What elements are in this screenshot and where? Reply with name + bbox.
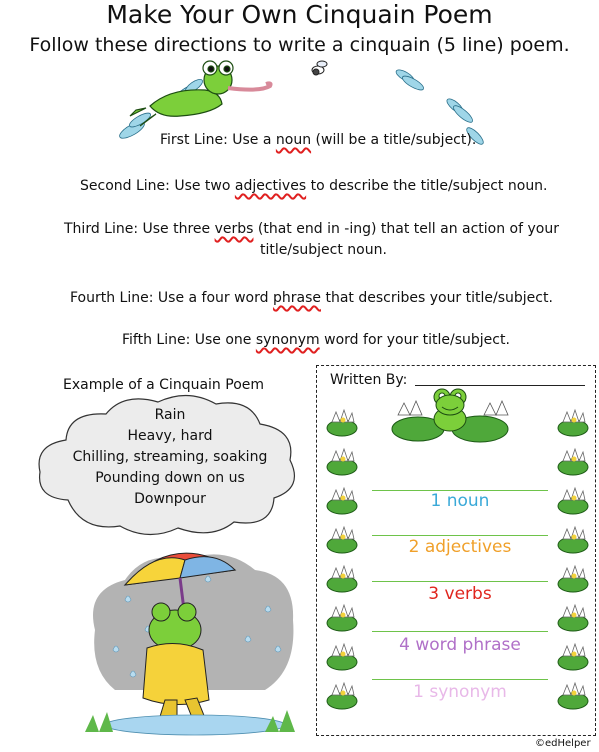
answer-label-verbs: 3 verbs — [428, 584, 492, 604]
answer-line-phrase[interactable] — [372, 631, 548, 632]
lily-pad-icon — [556, 638, 590, 672]
keyword-phrase: phrase — [272, 290, 321, 306]
keyword-verbs: verbs — [214, 221, 254, 237]
direction-line-4: Fourth Line: Use a four word phrase that describes your title/subject. — [70, 290, 553, 306]
direction-line-1: First Line: Use a noun (will be a title/subject). — [160, 132, 477, 148]
poem-line-1: Rain — [154, 407, 186, 423]
poem-line-2: Heavy, hard — [127, 428, 213, 444]
answer-line-synonym[interactable] — [372, 679, 548, 680]
direction-line-3: Third Line: Use three verbs (that end in -ing) that tell an action of your — [64, 221, 559, 237]
lily-pad-icon — [556, 482, 590, 516]
lily-pad-icon — [325, 677, 359, 711]
poem-line-3: Chilling, streaming, soaking — [72, 449, 268, 465]
lily-pad-icon — [325, 443, 359, 477]
example-poem — [50, 405, 290, 510]
poem-line-5: Downpour — [134, 491, 206, 507]
direction-line-5: Fifth Line: Use one synonym word for your title/subject. — [122, 332, 510, 348]
written-by-label: Written By: — [330, 372, 408, 388]
page-title: Make Your Own Cinquain Poem — [106, 0, 493, 29]
frog-on-lily-pad-icon — [388, 385, 514, 447]
lily-pad-icon — [556, 560, 590, 594]
answer-label-noun: 1 noun — [430, 491, 490, 511]
rain-frog-illustration — [85, 540, 305, 740]
lily-pad-icon — [325, 599, 359, 633]
answer-label-adjectives: 2 adjectives — [408, 537, 512, 557]
answer-line-verbs[interactable] — [372, 581, 548, 582]
keyword-synonym: synonym — [255, 332, 320, 348]
keyword-adjectives: adjectives — [234, 178, 307, 194]
example-heading: Example of a Cinquain Poem — [63, 377, 265, 393]
poem-line-4: Pounding down on us — [95, 470, 245, 486]
direction-line-2: Second Line: Use two adjectives to describe the title/subject noun. — [80, 178, 548, 194]
copyright: ©edHelper — [535, 738, 591, 749]
page-subtitle: Follow these directions to write a cinquain (5 line) poem. — [29, 34, 570, 56]
lily-pad-icon — [556, 443, 590, 477]
lily-pad-icon — [325, 482, 359, 516]
keyword-noun: noun — [275, 132, 312, 148]
lily-pad-icon — [325, 560, 359, 594]
lily-pad-icon — [325, 521, 359, 555]
lily-pad-icon — [556, 404, 590, 438]
lily-pad-icon — [325, 638, 359, 672]
lily-pad-icon — [556, 677, 590, 711]
answer-label-phrase: 4 word phrase — [399, 635, 521, 655]
lily-pad-icon — [325, 404, 359, 438]
lily-pad-icon — [556, 521, 590, 555]
direction-line-3b: title/subject noun. — [260, 242, 387, 258]
lily-pad-icon — [556, 599, 590, 633]
answer-label-synonym: 1 synonym — [413, 682, 507, 702]
